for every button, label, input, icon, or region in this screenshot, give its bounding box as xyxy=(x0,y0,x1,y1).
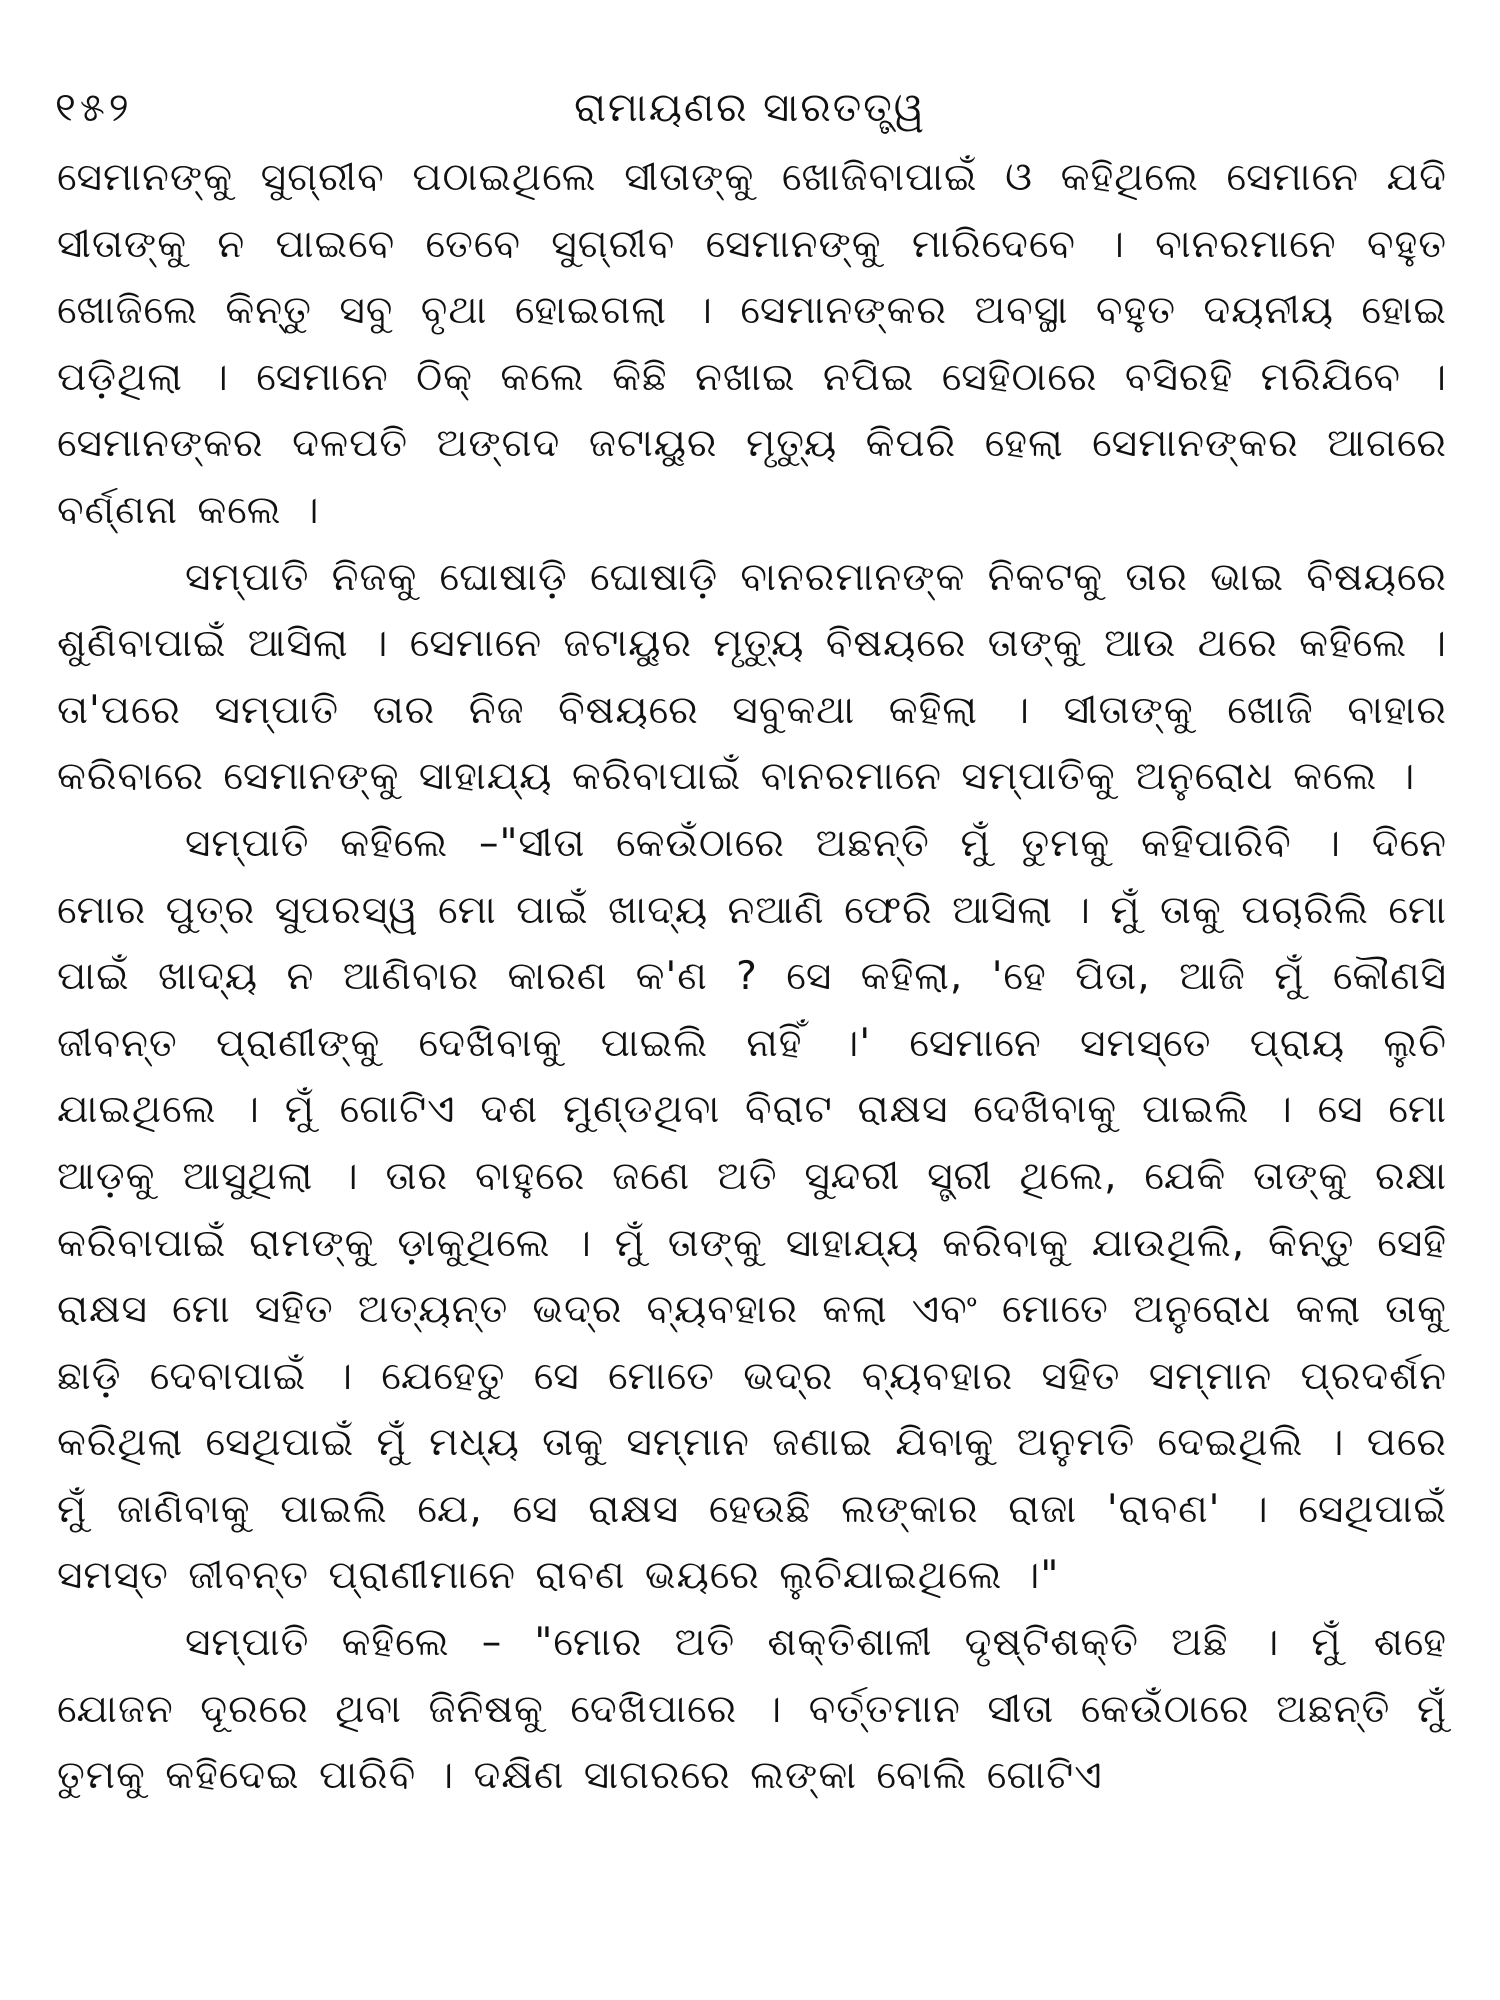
paragraph-3: ସମ୍ପାତି କହିଲେ –"ସୀତା କେଉଁଠାରେ ଅଛନ୍ତି ମୁଁ ତୁମକୁ କହିପାରିବି । ଦିନେ ମୋର ପୁତ୍ର ସୁପରସ୍ୱ ମୋ ପାଇଁ ଖାଦ୍ୟ ନଆଣି ଫେରି ଆସିଲା । ମୁଁ ତାକୁ ପଚାରିଲି ମୋ ପାଇଁ ଖାଦ୍ୟ ନ ଆଣିବାର କାରଣ କ'ଣ ? ସେ କହିଲା, 'ହେ ପିତା, ଆଜି ମୁଁ କୌଣସି ଜୀବନ୍ତ ପ୍ରାଣୀଙ୍କୁ ଦେଖିବାକୁ ପାଇଲି ନାହିଁ ।' ସେମାନେ ସମସ୍ତେ ପ୍ରାୟ ଲୁଚି ଯାଇଥିଲେ । ମୁଁ ଗୋଟିଏ ଦଶ ମୁଣ୍ଡଥିବା ବିରାଟ ରାକ୍ଷସ ଦେଖିବାକୁ ପାଇଲି । ସେ ମୋ ଆଡ଼କୁ ଆସୁଥିଲା । ତାର ବାହୁରେ ଜଣେ ଅତି ସୁନ୍ଦରୀ ସ୍ତ୍ରୀ ଥିଲେ, ଯେକି ତାଙ୍କୁ ରକ୍ଷା କରିବାପାଇଁ ରାମଙ୍କୁ ଡ଼ାକୁଥିଲେ । ମୁଁ ତାଙ୍କୁ ସାହାଯ୍ୟ କରିବାକୁ ଯାଉଥିଲି, କିନ୍ତୁ ସେହି ରାକ୍ଷସ ମୋ ସହିତ ଅତ୍ୟନ୍ତ ଭଦ୍ର ବ୍ୟବହାର କଲା ଏବଂ ମୋତେ ଅନୁରୋଧ କଲା ତାକୁ ଛାଡ଼ି ଦେବାପାଇଁ । ଯେହେତୁ ସେ ମୋତେ ଭଦ୍ର ବ୍ୟବହାର ସହିତ ସମ୍ମାନ ପ୍ରଦର୍ଶନ କରିଥିଲା ସେଥିପାଇଁ ମୁଁ ମଧ୍ୟ ତାକୁ ସମ୍ମାନ ଜଣାଇ ଯିବାକୁ ଅନୁମତି ଦେଇଥିଲି । ପରେ ମୁଁ ଜାଣିବାକୁ ପାଇଲି ଯେ, ସେ ରାକ୍ଷସ ହେଉଛି ଲଙ୍କାର ରାଜା 'ରାବଣ' । ସେଥିପାଇଁ ସମସ୍ତ ଜୀବନ୍ତ ପ୍ରାଣୀମାନେ ରାବଣ ଭୟରେ ଲୁଚିଯାଇଥିଲେ ।" xyxy=(57,820,1447,1599)
paragraph-2: ସମ୍ପାତି ନିଜକୁ ଘୋଷାଡ଼ି ଘୋଷାଡ଼ି ବାନରମାନଙ୍କ ନିକଟକୁ ତାର ଭାଇ ବିଷୟରେ ଶୁଣିବାପାଇଁ ଆସିଲା । ସେମାନେ ଜଟାୟୁର ମୃତ୍ୟୁ ବିଷୟରେ ତାଙ୍କୁ ଆଉ ଥରେ କହିଲେ । ତା'ପରେ ସମ୍ପାତି ତାର ନିଜ ବିଷୟରେ ସବୁକଥା କହିଲା । ସୀତାଙ୍କୁ ଖୋଜି ବାହାର କରିବାରେ ସେମାନଙ୍କୁ ସାହାଯ୍ୟ କରିବାପାଇଁ ବାନରମାନେ ସମ୍ପାତିକୁ ଅନୁରୋଧ କଲେ । xyxy=(57,554,1447,800)
paragraph-1: ସେମାନଙ୍କୁ ସୁଗ୍ରୀବ ପଠାଇଥିଲେ ସୀତାଙ୍କୁ ଖୋଜିବାପାଇଁ ଓ କହିଥିଲେ ସେମାନେ ଯଦି ସୀତାଙ୍କୁ ନ ପାଇବେ ତେବେ ସୁଗ୍ରୀବ ସେମାନଙ୍କୁ ମାରିଦେବେ । ବାନରମାନେ ବହୁତ ଖୋଜିଲେ କିନ୍ତୁ ସବୁ ବୃଥା ହୋଇଗଲା । ସେମାନଙ୍କର ଅବସ୍ଥା ବହୁତ ଦୟନୀୟ ହୋଇ ପଡ଼ିଥିଲା । ସେମାନେ ଠିକ୍ କଲେ କିଛି ନଖାଇ ନପିଇ ସେହିଠାରେ ବସିରହି ମରିଯିବେ । ସେମାନଙ୍କର ଦଳପତି ଅଙ୍ଗଦ ଜଟାୟୁର ମୃତ୍ୟୁ କିପରି ହେଲା ସେମାନଙ୍କର ଆଗରେ ବର୍ଣ୍ଣନା କଲେ । xyxy=(57,155,1447,533)
page-header xyxy=(55,78,1445,138)
paragraph-4: ସମ୍ପାତି କହିଲେ – "ମୋର ଅତି ଶକ୍ତିଶାଳୀ ଦୃଷ୍ଟିଶକ୍ତି ଅଛି । ମୁଁ ଶହେ ଯୋଜନ ଦୂରରେ ଥିବା ଜିନିଷକୁ ଦେଖିପାରେ । ବର୍ତ୍ତମାନ ସୀତା କେଉଁଠାରେ ଅଛନ୍ତି ମୁଁ ତୁମକୁ କହିଦେଇ ପାରିବି । ଦକ୍ଷିଣ ସାଗରରେ ଲଙ୍କା ବୋଲି ଗୋଟିଏ xyxy=(57,1620,1447,1799)
body-text xyxy=(57,145,1447,1810)
running-title: ରାମାୟଣର ସାରତତ୍ତ୍ୱ xyxy=(574,85,926,131)
page-number: ୧୫୨ xyxy=(55,85,133,131)
